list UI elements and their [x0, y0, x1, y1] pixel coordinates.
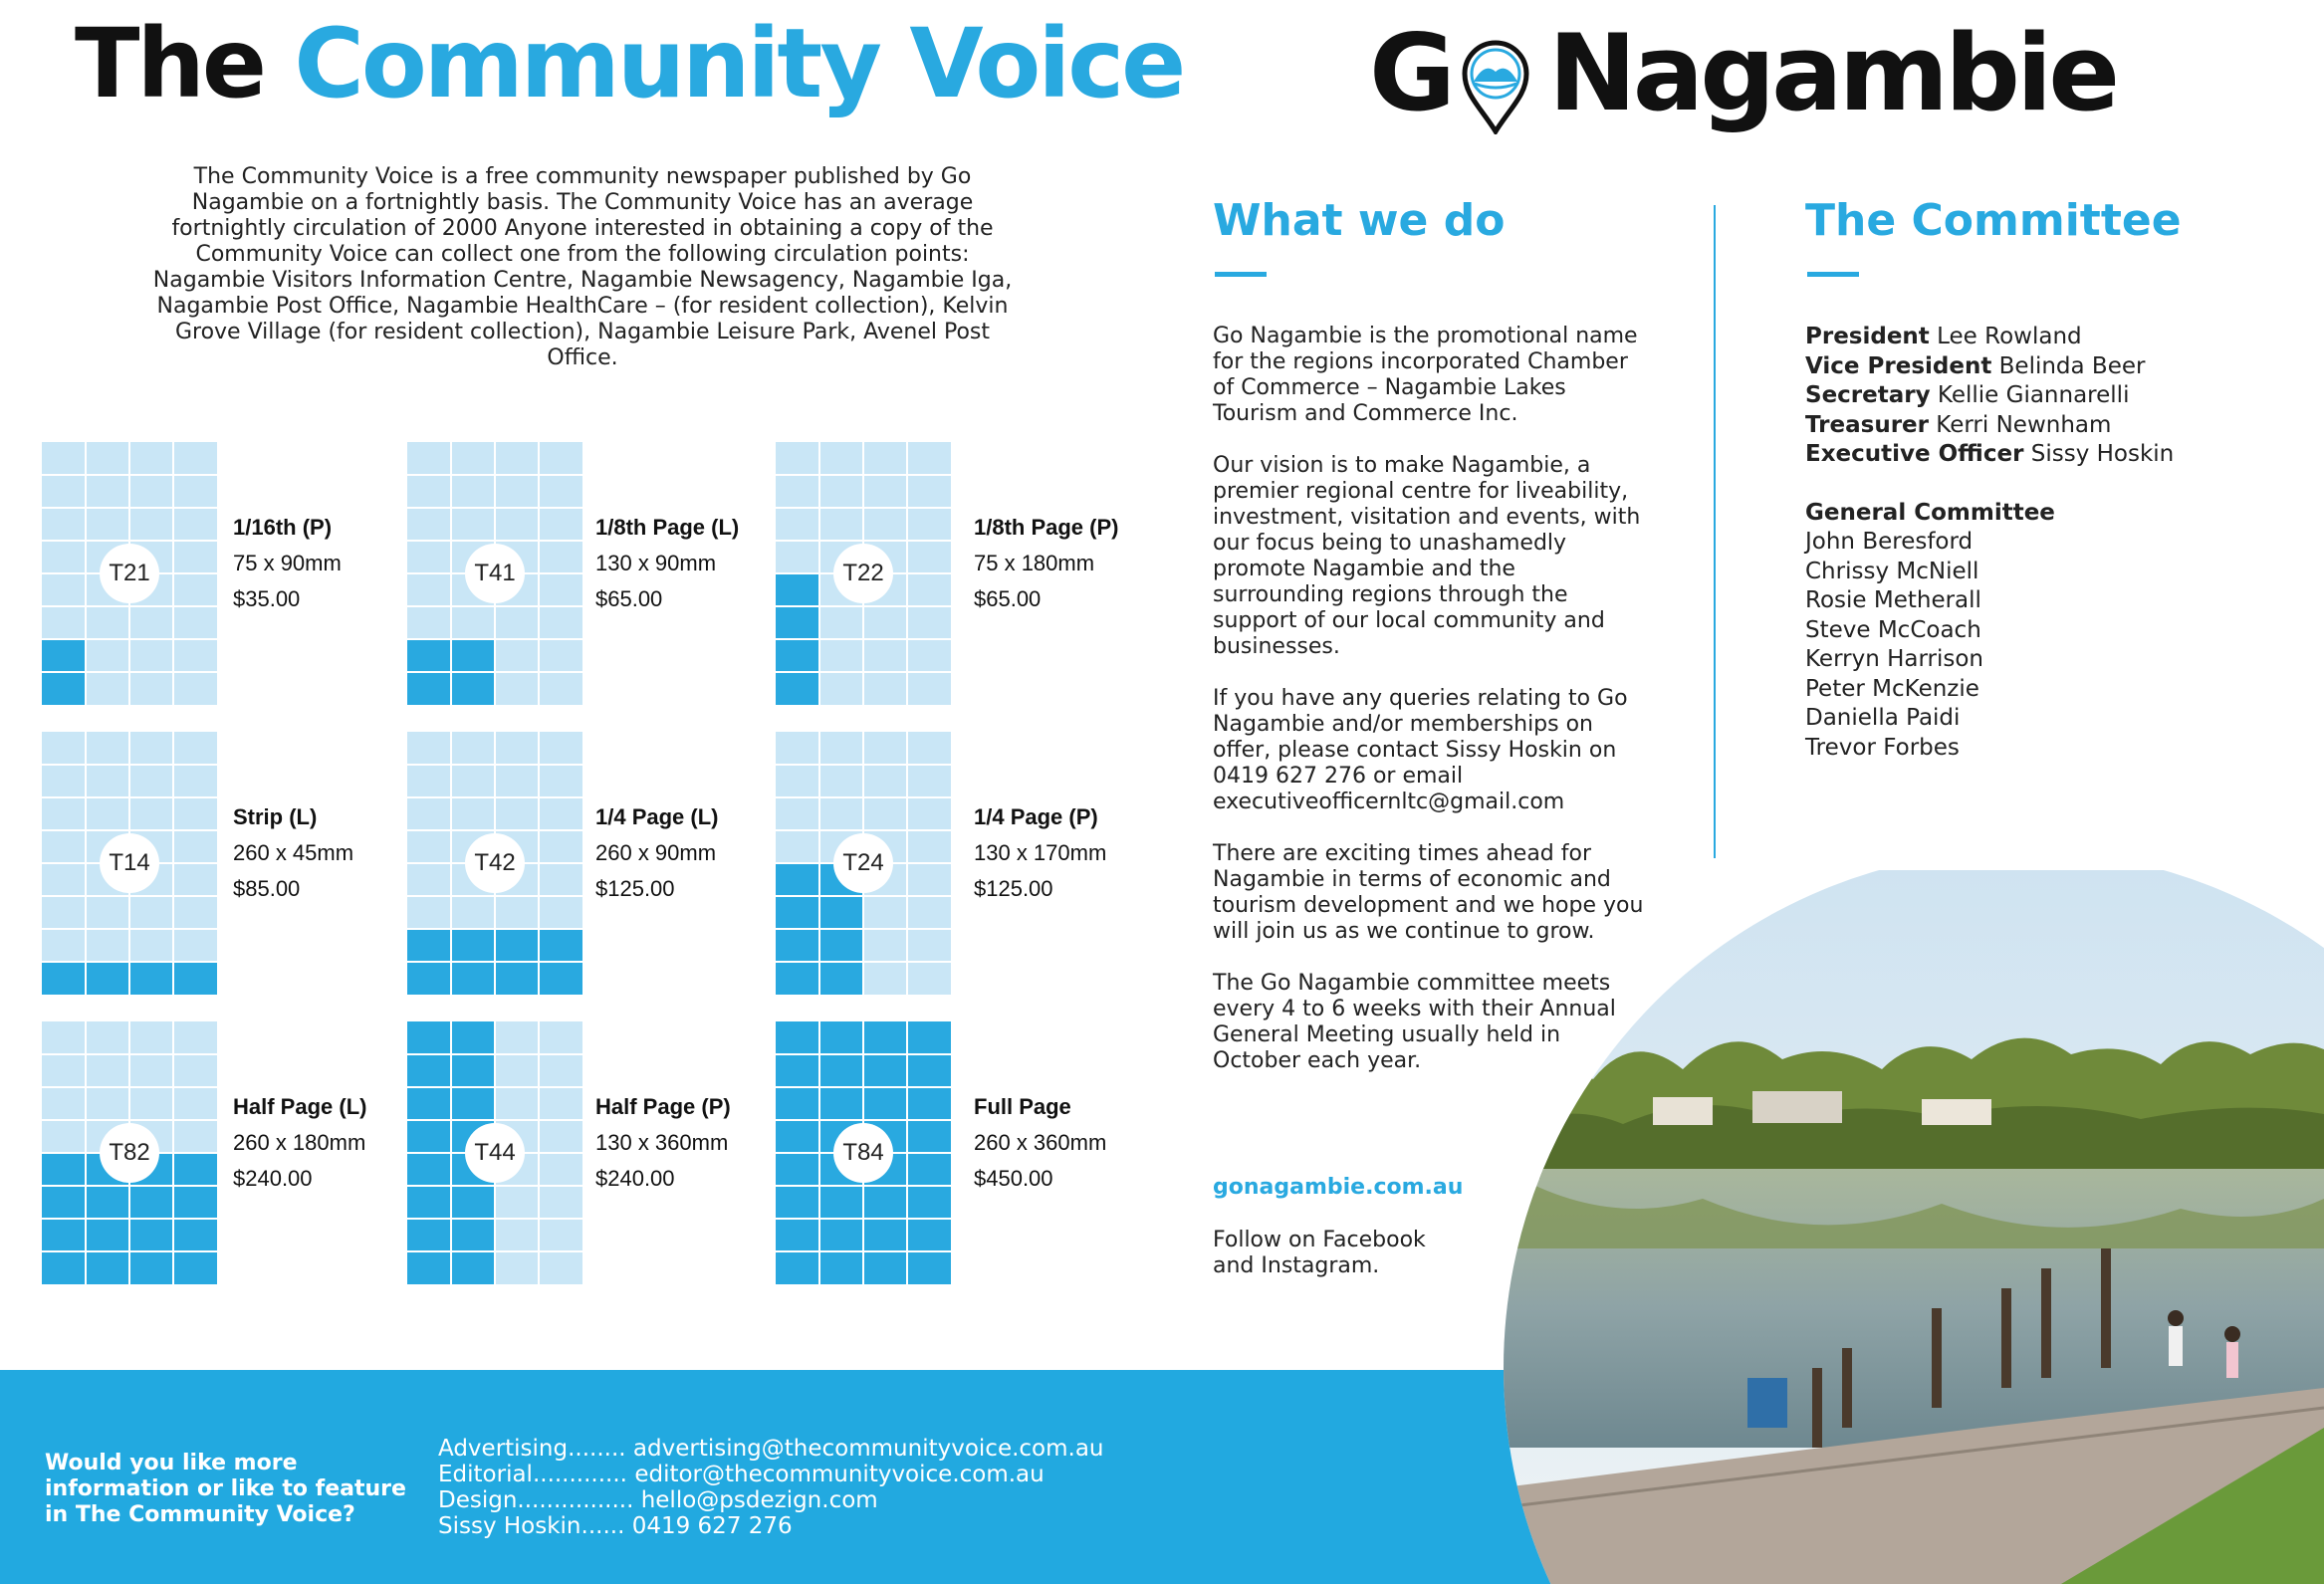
ad-price: $65.00 — [974, 586, 1042, 611]
filled-cell — [907, 1054, 951, 1087]
ad-price: $450.00 — [974, 1166, 1053, 1191]
officer-name: Kellie Giannarelli — [1937, 382, 2130, 408]
filled-cell — [776, 863, 819, 896]
ad-size-grid — [42, 442, 217, 705]
committee-heading: The Committee — [1805, 195, 2182, 246]
contact-value[interactable]: hello@psdezign.com — [640, 1487, 878, 1513]
filled-cell — [407, 1021, 451, 1054]
filled-cell — [42, 1186, 86, 1219]
ad-dimensions: 260 x 180mm — [233, 1130, 366, 1155]
ad-size-grid — [407, 442, 582, 705]
filled-cell — [907, 1186, 951, 1219]
filled-cell — [776, 1087, 819, 1120]
officer-row — [1805, 381, 2174, 411]
officer-name: Lee Rowland — [1937, 324, 2082, 349]
ad-name: 1/8th Page (L) — [595, 515, 740, 540]
officer-row — [1805, 440, 2174, 470]
ad-price: $85.00 — [233, 876, 301, 901]
ad-price: $240.00 — [233, 1166, 313, 1191]
filled-cell — [86, 1219, 129, 1251]
column-divider — [1714, 205, 1716, 858]
ad-size-grid — [407, 732, 582, 995]
ad-info — [233, 799, 353, 907]
filled-cell — [173, 1153, 217, 1186]
filled-cell — [776, 1120, 819, 1153]
logo-letter-g: G — [1369, 12, 1453, 134]
filled-cell — [86, 1251, 129, 1284]
filled-cell — [776, 962, 819, 995]
filled-cell — [407, 639, 451, 672]
publication-title — [75, 8, 1183, 119]
filled-cell — [451, 1054, 495, 1087]
filled-cell — [407, 1186, 451, 1219]
contact-row — [438, 1487, 1104, 1513]
title-part-1: The — [75, 8, 264, 119]
intro-paragraph: The Community Voice is a free community newspaper published by Go Nagambie on a fortnightly basis. The Community Voice has an average fortnightly circulation of 2000 Anyone interested in obtaining a copy of the Community Voice can collect one from the following circulation points: Nagambie Visitors Information Centre, Nagambie Newsagency, Nagambie Iga, Nagambie Post Office, Nagambie HealthCare – (for resident collection), Kelvin Grove Village (for resident collection), Nagambie Leisure Park, Avenel Post Office. — [152, 164, 1013, 370]
ad-name: 1/8th Page (P) — [974, 515, 1119, 540]
ad-dimensions: 130 x 360mm — [595, 1130, 729, 1155]
filled-cell — [819, 1219, 863, 1251]
filled-cell — [173, 962, 217, 995]
filled-cell — [863, 1054, 907, 1087]
ad-info — [595, 799, 718, 907]
ad-name: 1/16th (P) — [233, 515, 333, 540]
member-name: John Beresford — [1805, 529, 1974, 555]
officer-name: Kerri Newnham — [1936, 411, 2112, 438]
ad-info — [595, 1089, 731, 1197]
filled-cell — [776, 573, 819, 606]
ad-dimensions: 260 x 90mm — [595, 840, 717, 865]
filled-cell — [863, 1087, 907, 1120]
filled-cell — [819, 896, 863, 929]
ad-code-badge: T24 — [833, 833, 893, 893]
ad-dimensions: 260 x 45mm — [233, 840, 354, 865]
member-name: Kerryn Harrison — [1805, 646, 1984, 672]
ad-price: $125.00 — [974, 876, 1053, 901]
ad-code-badge: T22 — [833, 544, 893, 603]
what-paragraph: Go Nagambie is the promotional name for the regions incorporated Chamber of Commerce – Nagambie Lakes Tourism and Commerce Inc. — [1213, 324, 1638, 426]
ad-dimensions: 130 x 170mm — [974, 840, 1107, 865]
member-name: Trevor Forbes — [1805, 734, 1960, 761]
filled-cell — [907, 1251, 951, 1284]
what-paragraph: Our vision is to make Nagambie, a premier regional centre for liveability, investment, visitation and events, with our focus being to unashamedly promote Nagambie and the surrounding regions through the support of our local community and businesses. — [1213, 453, 1641, 659]
member-name: Daniella Paidi — [1805, 705, 1961, 731]
filled-cell — [407, 672, 451, 705]
filled-cell — [495, 962, 539, 995]
member-name: Peter McKenzie — [1805, 675, 1979, 702]
what-paragraph: The Go Nagambie committee meets every 4 to 6 weeks with their Annual General Meeting usually held in October each year. — [1213, 971, 1616, 1073]
ad-price: $125.00 — [595, 876, 675, 901]
ad-size-grid — [776, 1021, 951, 1284]
ad-dimensions: 75 x 90mm — [233, 551, 342, 575]
filled-cell — [86, 1186, 129, 1219]
ad-size-grid — [42, 1021, 217, 1284]
filled-cell — [173, 1186, 217, 1219]
officer-row — [1805, 352, 2174, 382]
footer-question: Would you like more information or like to feature in The Community Voice? — [45, 1451, 406, 1527]
member-name: Steve McCoach — [1805, 616, 1981, 643]
filled-cell — [451, 672, 495, 705]
filled-cell — [129, 1219, 173, 1251]
ad-price: $65.00 — [595, 586, 663, 611]
filled-cell — [776, 1219, 819, 1251]
ad-name: 1/4 Page (L) — [595, 804, 719, 829]
website-link[interactable]: gonagambie.com.au — [1213, 1175, 1464, 1200]
ad-info — [974, 510, 1118, 617]
filled-cell — [451, 929, 495, 962]
filled-cell — [42, 1251, 86, 1284]
ad-code-badge: T21 — [100, 544, 159, 603]
officer-row — [1805, 411, 2174, 441]
filled-cell — [776, 896, 819, 929]
filled-cell — [407, 1054, 451, 1087]
filled-cell — [776, 1021, 819, 1054]
ad-info — [974, 1089, 1106, 1197]
filled-cell — [129, 1186, 173, 1219]
filled-cell — [42, 1153, 86, 1186]
filled-cell — [819, 1251, 863, 1284]
filled-cell — [776, 1054, 819, 1087]
filled-cell — [819, 1087, 863, 1120]
filled-cell — [819, 962, 863, 995]
filled-cell — [42, 962, 86, 995]
ad-name: 1/4 Page (P) — [974, 804, 1098, 829]
filled-cell — [776, 639, 819, 672]
filled-cell — [539, 962, 582, 995]
contact-label: Editorial............. — [438, 1462, 627, 1487]
filled-cell — [407, 929, 451, 962]
ad-info — [233, 1089, 366, 1197]
filled-cell — [407, 1153, 451, 1186]
filled-cell — [42, 1219, 86, 1251]
filled-cell — [42, 672, 86, 705]
ad-size-grid — [407, 1021, 582, 1284]
filled-cell — [451, 1087, 495, 1120]
follow-text: Follow on Facebook and Instagram. — [1213, 1228, 1426, 1278]
filled-cell — [451, 1186, 495, 1219]
location-pin-icon — [1461, 40, 1530, 134]
filled-cell — [539, 929, 582, 962]
ad-name: Full Page — [974, 1094, 1071, 1119]
officer-name: Sissy Hoskin — [2030, 441, 2175, 467]
filled-cell — [129, 962, 173, 995]
officer-name: Belinda Beer — [1998, 352, 2146, 379]
ad-code-badge: T82 — [100, 1123, 159, 1183]
contact-label: Sissy Hoskin...... — [438, 1513, 625, 1539]
logo-word: Nagambie — [1548, 12, 2117, 134]
filled-cell — [173, 1219, 217, 1251]
filled-cell — [451, 1219, 495, 1251]
ad-dimensions: 260 x 360mm — [974, 1130, 1107, 1155]
filled-cell — [776, 672, 819, 705]
filled-cell — [42, 639, 86, 672]
ad-code-badge: T42 — [465, 833, 525, 893]
filled-cell — [451, 1021, 495, 1054]
contact-value[interactable]: 0419 627 276 — [631, 1513, 793, 1539]
contact-value[interactable]: editor@thecommunityvoice.com.au — [634, 1462, 1045, 1487]
ad-code-badge: T44 — [465, 1123, 525, 1183]
general-committee-heading: General Committee — [1805, 499, 2055, 526]
filled-cell — [863, 1219, 907, 1251]
ad-size-grid — [776, 732, 951, 995]
filled-cell — [407, 1219, 451, 1251]
ad-name: Strip (L) — [233, 804, 318, 829]
ad-code-badge: T14 — [100, 833, 159, 893]
filled-cell — [907, 1087, 951, 1120]
contact-list — [438, 1436, 1104, 1539]
filled-cell — [776, 1153, 819, 1186]
contact-row — [438, 1513, 1104, 1539]
ad-size-grid — [776, 442, 951, 705]
filled-cell — [863, 1251, 907, 1284]
filled-cell — [863, 1186, 907, 1219]
contact-label: Design................ — [438, 1487, 634, 1513]
filled-cell — [907, 1219, 951, 1251]
officer-role: Treasurer — [1805, 411, 1929, 438]
filled-cell — [907, 1153, 951, 1186]
officer-role: Vice President — [1805, 352, 1992, 379]
filled-cell — [907, 1021, 951, 1054]
ad-price: $35.00 — [233, 586, 301, 611]
officer-role: Executive Officer — [1805, 441, 2024, 467]
filled-cell — [819, 1021, 863, 1054]
ad-info — [233, 510, 342, 617]
title-part-2: Community Voice — [294, 8, 1184, 119]
filled-cell — [776, 606, 819, 639]
filled-cell — [776, 1186, 819, 1219]
filled-cell — [776, 1251, 819, 1284]
what-paragraph: There are exciting times ahead for Nagambie in terms of economic and tourism development and we hope you will join us as we continue to grow. — [1213, 841, 1644, 944]
ad-code-badge: T84 — [833, 1123, 893, 1183]
filled-cell — [819, 929, 863, 962]
ad-name: Half Page (L) — [233, 1094, 367, 1119]
filled-cell — [407, 1120, 451, 1153]
filled-cell — [451, 962, 495, 995]
filled-cell — [86, 962, 129, 995]
filled-cell — [819, 1054, 863, 1087]
officer-role: Secretary — [1805, 382, 1931, 408]
ad-name: Half Page (P) — [595, 1094, 731, 1119]
ad-info — [595, 510, 739, 617]
filled-cell — [495, 929, 539, 962]
filled-cell — [819, 1186, 863, 1219]
heading-underline — [1807, 272, 1859, 277]
filled-cell — [407, 1087, 451, 1120]
filled-cell — [863, 1021, 907, 1054]
ad-price: $240.00 — [595, 1166, 675, 1191]
filled-cell — [451, 639, 495, 672]
filled-cell — [173, 1251, 217, 1284]
member-name: Rosie Metherall — [1805, 587, 1981, 613]
contact-row — [438, 1462, 1104, 1487]
filled-cell — [451, 1251, 495, 1284]
filled-cell — [776, 929, 819, 962]
ad-info — [974, 799, 1106, 907]
member-name: Chrissy McNiell — [1805, 558, 1979, 584]
contact-label: Advertising........ — [438, 1436, 626, 1462]
go-nagambie-logo — [1369, 12, 2117, 151]
filled-cell — [907, 1120, 951, 1153]
heading-underline — [1215, 272, 1267, 277]
what-we-do-heading: What we do — [1213, 195, 1506, 246]
what-paragraph: If you have any queries relating to Go Nagambie and/or memberships on offer, please contact Sissy Hoskin on 0419 627 276 or email executiveofficernltc@gmail.com — [1213, 686, 1628, 814]
lake-photo — [1504, 870, 2324, 1584]
ad-dimensions: 130 x 90mm — [595, 551, 717, 575]
contact-row — [438, 1436, 1104, 1462]
ad-code-badge: T41 — [465, 544, 525, 603]
contact-value[interactable]: advertising@thecommunityvoice.com.au — [632, 1436, 1104, 1462]
officer-row — [1805, 323, 2174, 352]
committee-list — [1805, 323, 2174, 763]
filled-cell — [407, 962, 451, 995]
ad-dimensions: 75 x 180mm — [974, 551, 1095, 575]
ad-size-grid — [42, 732, 217, 995]
officer-role: President — [1805, 324, 1930, 349]
filled-cell — [407, 1251, 451, 1284]
filled-cell — [129, 1251, 173, 1284]
